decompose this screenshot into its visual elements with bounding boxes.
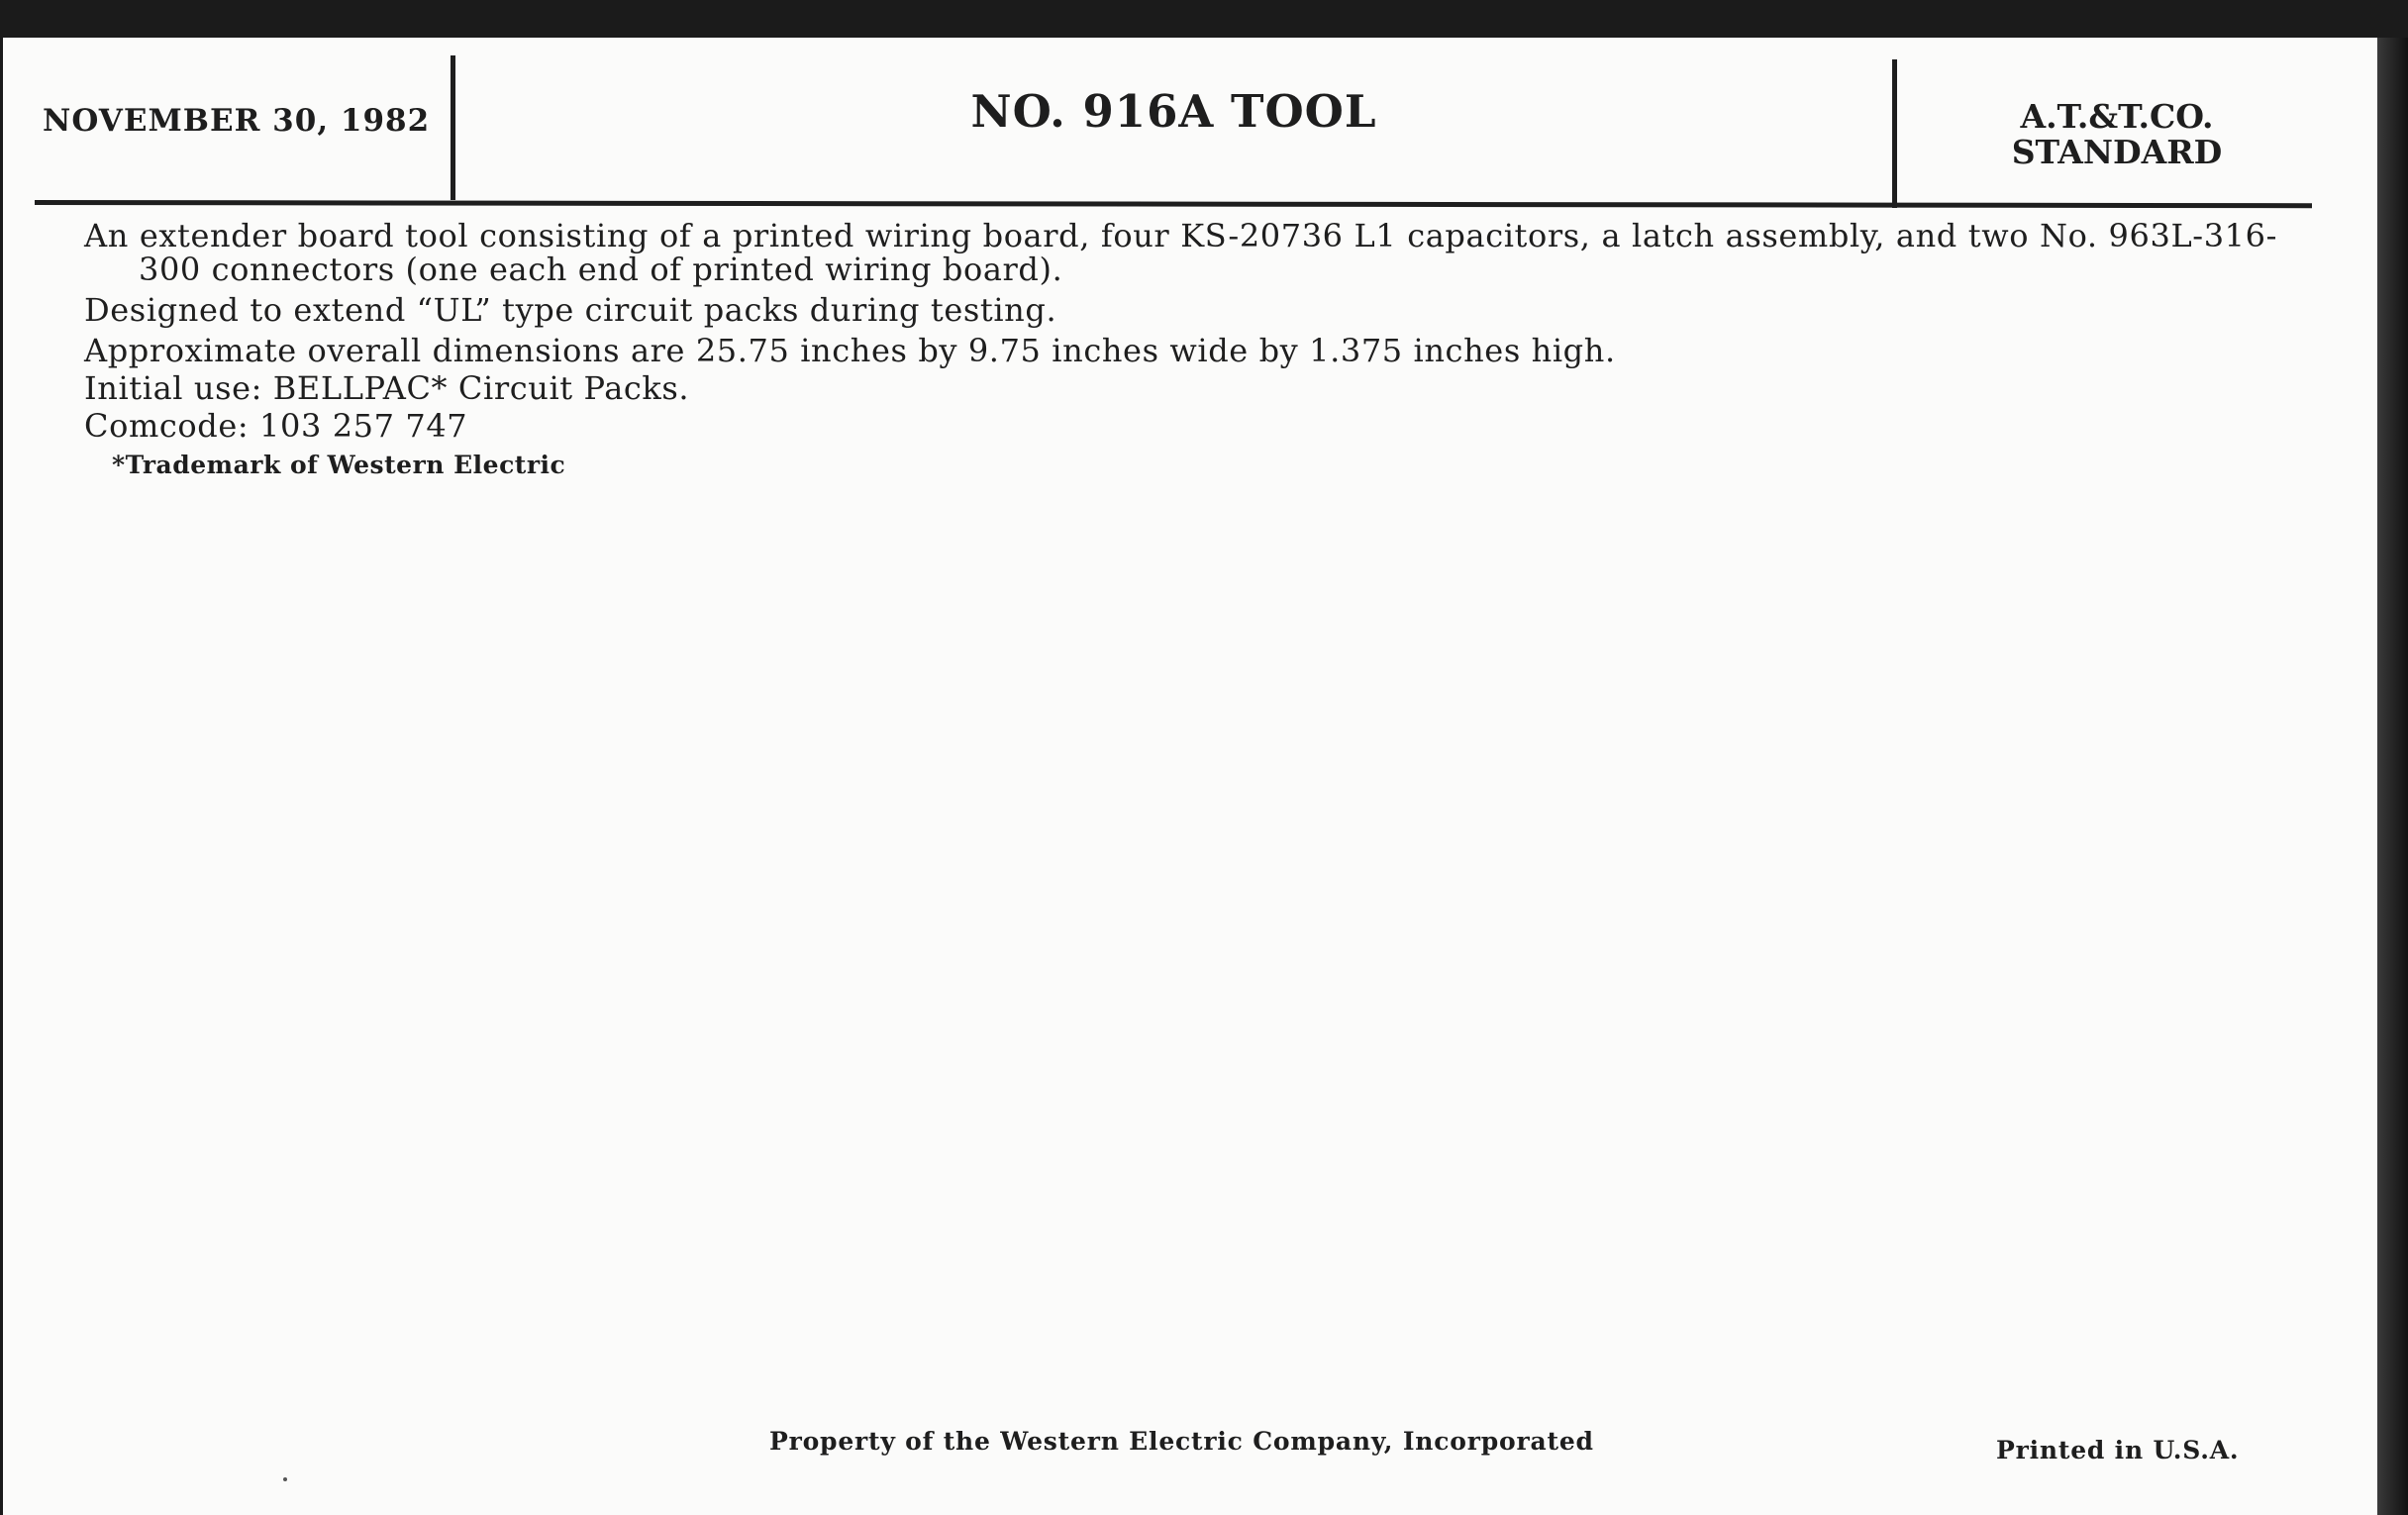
tool-data-sheet bbox=[3, 38, 2377, 1515]
header-divider-left bbox=[451, 55, 455, 200]
trademark-footnote: *Trademark of Western Electric bbox=[112, 451, 566, 479]
header-divider-right bbox=[1892, 59, 1897, 208]
standard-label bbox=[1899, 99, 2335, 170]
initial-use-paragraph: Initial use: BELLPAC* Circuit Packs. bbox=[84, 369, 690, 407]
header-rule bbox=[35, 200, 2312, 208]
ownership-notice: Property of the Western Electric Company, Incorporated bbox=[769, 1427, 1594, 1456]
standard-label-line2: STANDARD bbox=[2011, 133, 2223, 171]
dimensions-paragraph: Approximate overall dimensions are 25.75 inches by 9.75 inches wide by 1.375 inches high. bbox=[84, 332, 1616, 369]
comcode-paragraph: Comcode: 103 257 747 bbox=[84, 407, 468, 445]
description-paragraph: An extender board tool consisting of a printed wiring board, four KS-20736 L1 capacitors, a latch assembly, and two No. 963L-316-300 connectors (one each end of printed wiring board). bbox=[84, 217, 2277, 288]
scan-speck bbox=[283, 1477, 287, 1481]
scan-edge bbox=[2377, 38, 2408, 1515]
tool-description bbox=[84, 219, 2277, 482]
page-title: NO. 916A TOOL bbox=[970, 85, 1377, 138]
printed-notice: Printed in U.S.A. bbox=[1996, 1436, 2240, 1464]
purpose-paragraph: Designed to extend “UL” type circuit packs during testing. bbox=[84, 291, 1057, 329]
issue-date: NOVEMBER 30, 1982 bbox=[43, 103, 431, 139]
standard-label-line1: A.T.&T.CO. bbox=[2020, 97, 2214, 136]
